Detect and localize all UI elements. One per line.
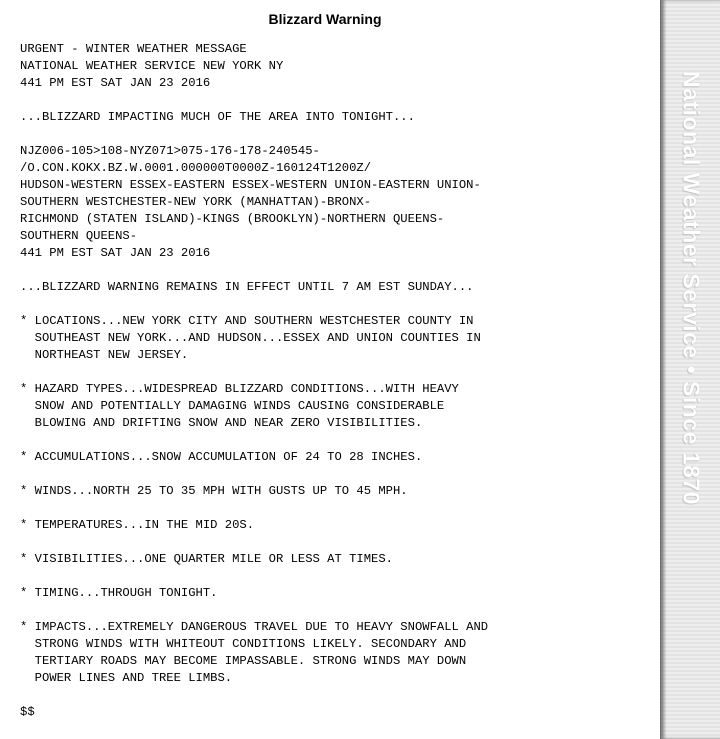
page-title: Blizzard Warning: [268, 11, 382, 27]
sidebar-banner: [660, 0, 720, 739]
bulletin-line: [20, 92, 488, 109]
bulletin-line: ...BLIZZARD IMPACTING MUCH OF THE AREA INTO TONIGHT...: [20, 110, 415, 124]
bulletin-line: SOUTHEAST NEW YORK...AND HUDSON...ESSEX AND UNION COUNTIES IN: [20, 331, 481, 345]
bulletin-line: STRONG WINDS WITH WHITEOUT CONDITIONS LIKELY. SECONDARY AND: [20, 637, 467, 651]
bulletin-line: [20, 687, 488, 704]
bulletin-line: SOUTHERN QUEENS-: [20, 229, 138, 243]
bulletin-line: /O.CON.KOKX.BZ.W.0001.000000T0000Z-160124T1200Z/: [20, 161, 372, 175]
bulletin-line: [20, 432, 488, 449]
bulletin-line: [20, 262, 488, 279]
bulletin-line: SNOW AND POTENTIALLY DAMAGING WINDS CAUSING CONSIDERABLE: [20, 399, 445, 413]
bulletin-line: * TEMPERATURES...IN THE MID 20S.: [20, 518, 255, 532]
bulletin-line: * IMPACTS...EXTREMELY DANGEROUS TRAVEL DUE TO HEAVY SNOWFALL AND: [20, 620, 489, 634]
bulletin-line: [20, 466, 488, 483]
bulletin-line: HUDSON-WESTERN ESSEX-EASTERN ESSEX-WESTERN UNION-EASTERN UNION-: [20, 178, 481, 192]
sidebar-banner-text: National Weather Service • Since 1870: [678, 71, 705, 505]
bulletin-text: [20, 41, 488, 721]
bulletin-line: * TIMING...THROUGH TONIGHT.: [20, 586, 218, 600]
bulletin-line: [20, 568, 488, 585]
bulletin-line: * LOCATIONS...NEW YORK CITY AND SOUTHERN WESTCHESTER COUNTY IN: [20, 314, 474, 328]
bulletin-line: * ACCUMULATIONS...SNOW ACCUMULATION OF 24 TO 28 INCHES.: [20, 450, 423, 464]
bulletin-line: NJZ006-105>108-NYZ071>075-176-178-240545-: [20, 144, 320, 158]
bulletin-line: * HAZARD TYPES...WIDESPREAD BLIZZARD CONDITIONS...WITH HEAVY: [20, 382, 459, 396]
bulletin-line: [20, 126, 488, 143]
bulletin-line: [20, 364, 488, 381]
bulletin-line: BLOWING AND DRIFTING SNOW AND NEAR ZERO VISIBILITIES.: [20, 416, 423, 430]
bulletin-line: POWER LINES AND TREE LIMBS.: [20, 671, 233, 685]
bulletin-line: NATIONAL WEATHER SERVICE NEW YORK NY: [20, 59, 284, 73]
bulletin-line: [20, 602, 488, 619]
bulletin-line: * WINDS...NORTH 25 TO 35 MPH WITH GUSTS UP TO 45 MPH.: [20, 484, 408, 498]
bulletin-line: 441 PM EST SAT JAN 23 2016: [20, 76, 211, 90]
bulletin-line: 441 PM EST SAT JAN 23 2016: [20, 246, 211, 260]
bulletin-line: [20, 500, 488, 517]
bulletin-line: [20, 296, 488, 313]
bulletin-line: SOUTHERN WESTCHESTER-NEW YORK (MANHATTAN)-BRONX-: [20, 195, 372, 209]
bulletin-line: TERTIARY ROADS MAY BECOME IMPASSABLE. STRONG WINDS MAY DOWN: [20, 654, 467, 668]
bulletin-line: * VISIBILITIES...ONE QUARTER MILE OR LESS AT TIMES.: [20, 552, 393, 566]
bulletin-line: URGENT - WINTER WEATHER MESSAGE: [20, 42, 247, 56]
bulletin-line: ...BLIZZARD WARNING REMAINS IN EFFECT UNTIL 7 AM EST SUNDAY...: [20, 280, 474, 294]
bulletin-line: $$: [20, 705, 35, 719]
bulletin-line: [20, 534, 488, 551]
bulletin-line: RICHMOND (STATEN ISLAND)-KINGS (BROOKLYN)-NORTHERN QUEENS-: [20, 212, 445, 226]
bulletin-line: NORTHEAST NEW JERSEY.: [20, 348, 189, 362]
